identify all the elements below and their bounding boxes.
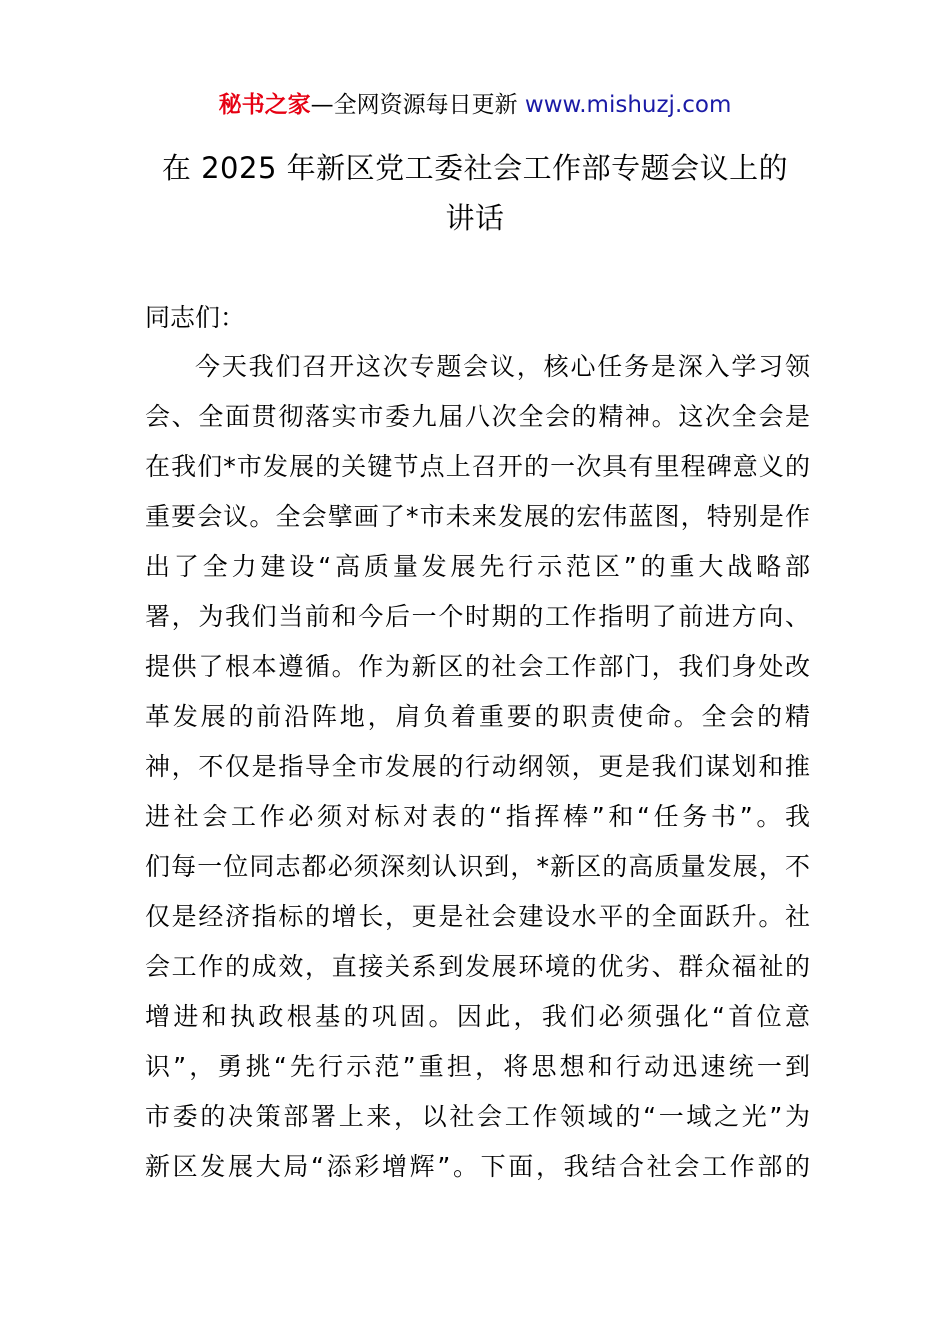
paragraph-line: 会工作的成效，直接关系到发展环境的优劣、群众福祉的 xyxy=(145,952,810,981)
paragraph-line: 市委的决策部署上来，以社会工作领域的“一域之光”为 xyxy=(145,1102,810,1131)
paragraph-line: 今天我们召开这次专题会议，核心任务是深入学习领 xyxy=(195,352,810,381)
site-url-link[interactable]: www.mishuzj.com xyxy=(524,92,732,118)
document-title xyxy=(120,143,830,243)
title-line-1: 在 2025 年新区党工委社会工作部专题会议上的 xyxy=(161,151,789,185)
paragraph-line: 们每一位同志都必须深刻认识到，*新区的高质量发展，不 xyxy=(145,852,810,881)
site-header xyxy=(0,88,950,122)
paragraph-line: 在我们*市发展的关键节点上召开的一次具有里程碑意义的 xyxy=(145,452,810,481)
paragraph-line: 新区发展大局“添彩增辉”。下面，我结合社会工作部的 xyxy=(145,1152,810,1181)
header-tagline: 全网资源每日更新 xyxy=(333,92,518,118)
body-paragraph xyxy=(145,345,810,1195)
title-line-2: 讲话 xyxy=(445,201,505,235)
paragraph-line: 会、全面贯彻落实市委九届八次全会的精神。这次全会是 xyxy=(145,402,810,431)
paragraph-line: 重要会议。全会擘画了*市未来发展的宏伟蓝图，特别是作 xyxy=(145,502,810,531)
paragraph-line: 署，为我们当前和今后一个时期的工作指明了前进方向、 xyxy=(145,602,810,631)
paragraph-line: 出了全力建设“高质量发展先行示范区”的重大战略部 xyxy=(145,552,810,581)
paragraph-line: 神，不仅是指导全市发展的行动纲领，更是我们谋划和推 xyxy=(145,752,810,781)
paragraph-line: 提供了根本遵循。作为新区的社会工作部门，我们身处改 xyxy=(145,652,810,681)
paragraph-line: 增进和执政根基的巩固。因此，我们必须强化“首位意 xyxy=(145,1002,810,1031)
paragraph-line: 仅是经济指标的增长，更是社会建设水平的全面跃升。社 xyxy=(145,902,810,931)
paragraph-line: 进社会工作必须对标对表的“指挥棒”和“任务书”。我 xyxy=(145,802,810,831)
paragraph-line: 识”，勇挑“先行示范”重担，将思想和行动迅速统一到 xyxy=(145,1052,810,1081)
header-dash: — xyxy=(310,92,334,118)
paragraph-line: 革发展的前沿阵地，肩负着重要的职责使命。全会的精 xyxy=(145,702,810,731)
brand-name: 秘书之家 xyxy=(218,92,311,118)
salutation: 同志们： xyxy=(145,303,246,332)
